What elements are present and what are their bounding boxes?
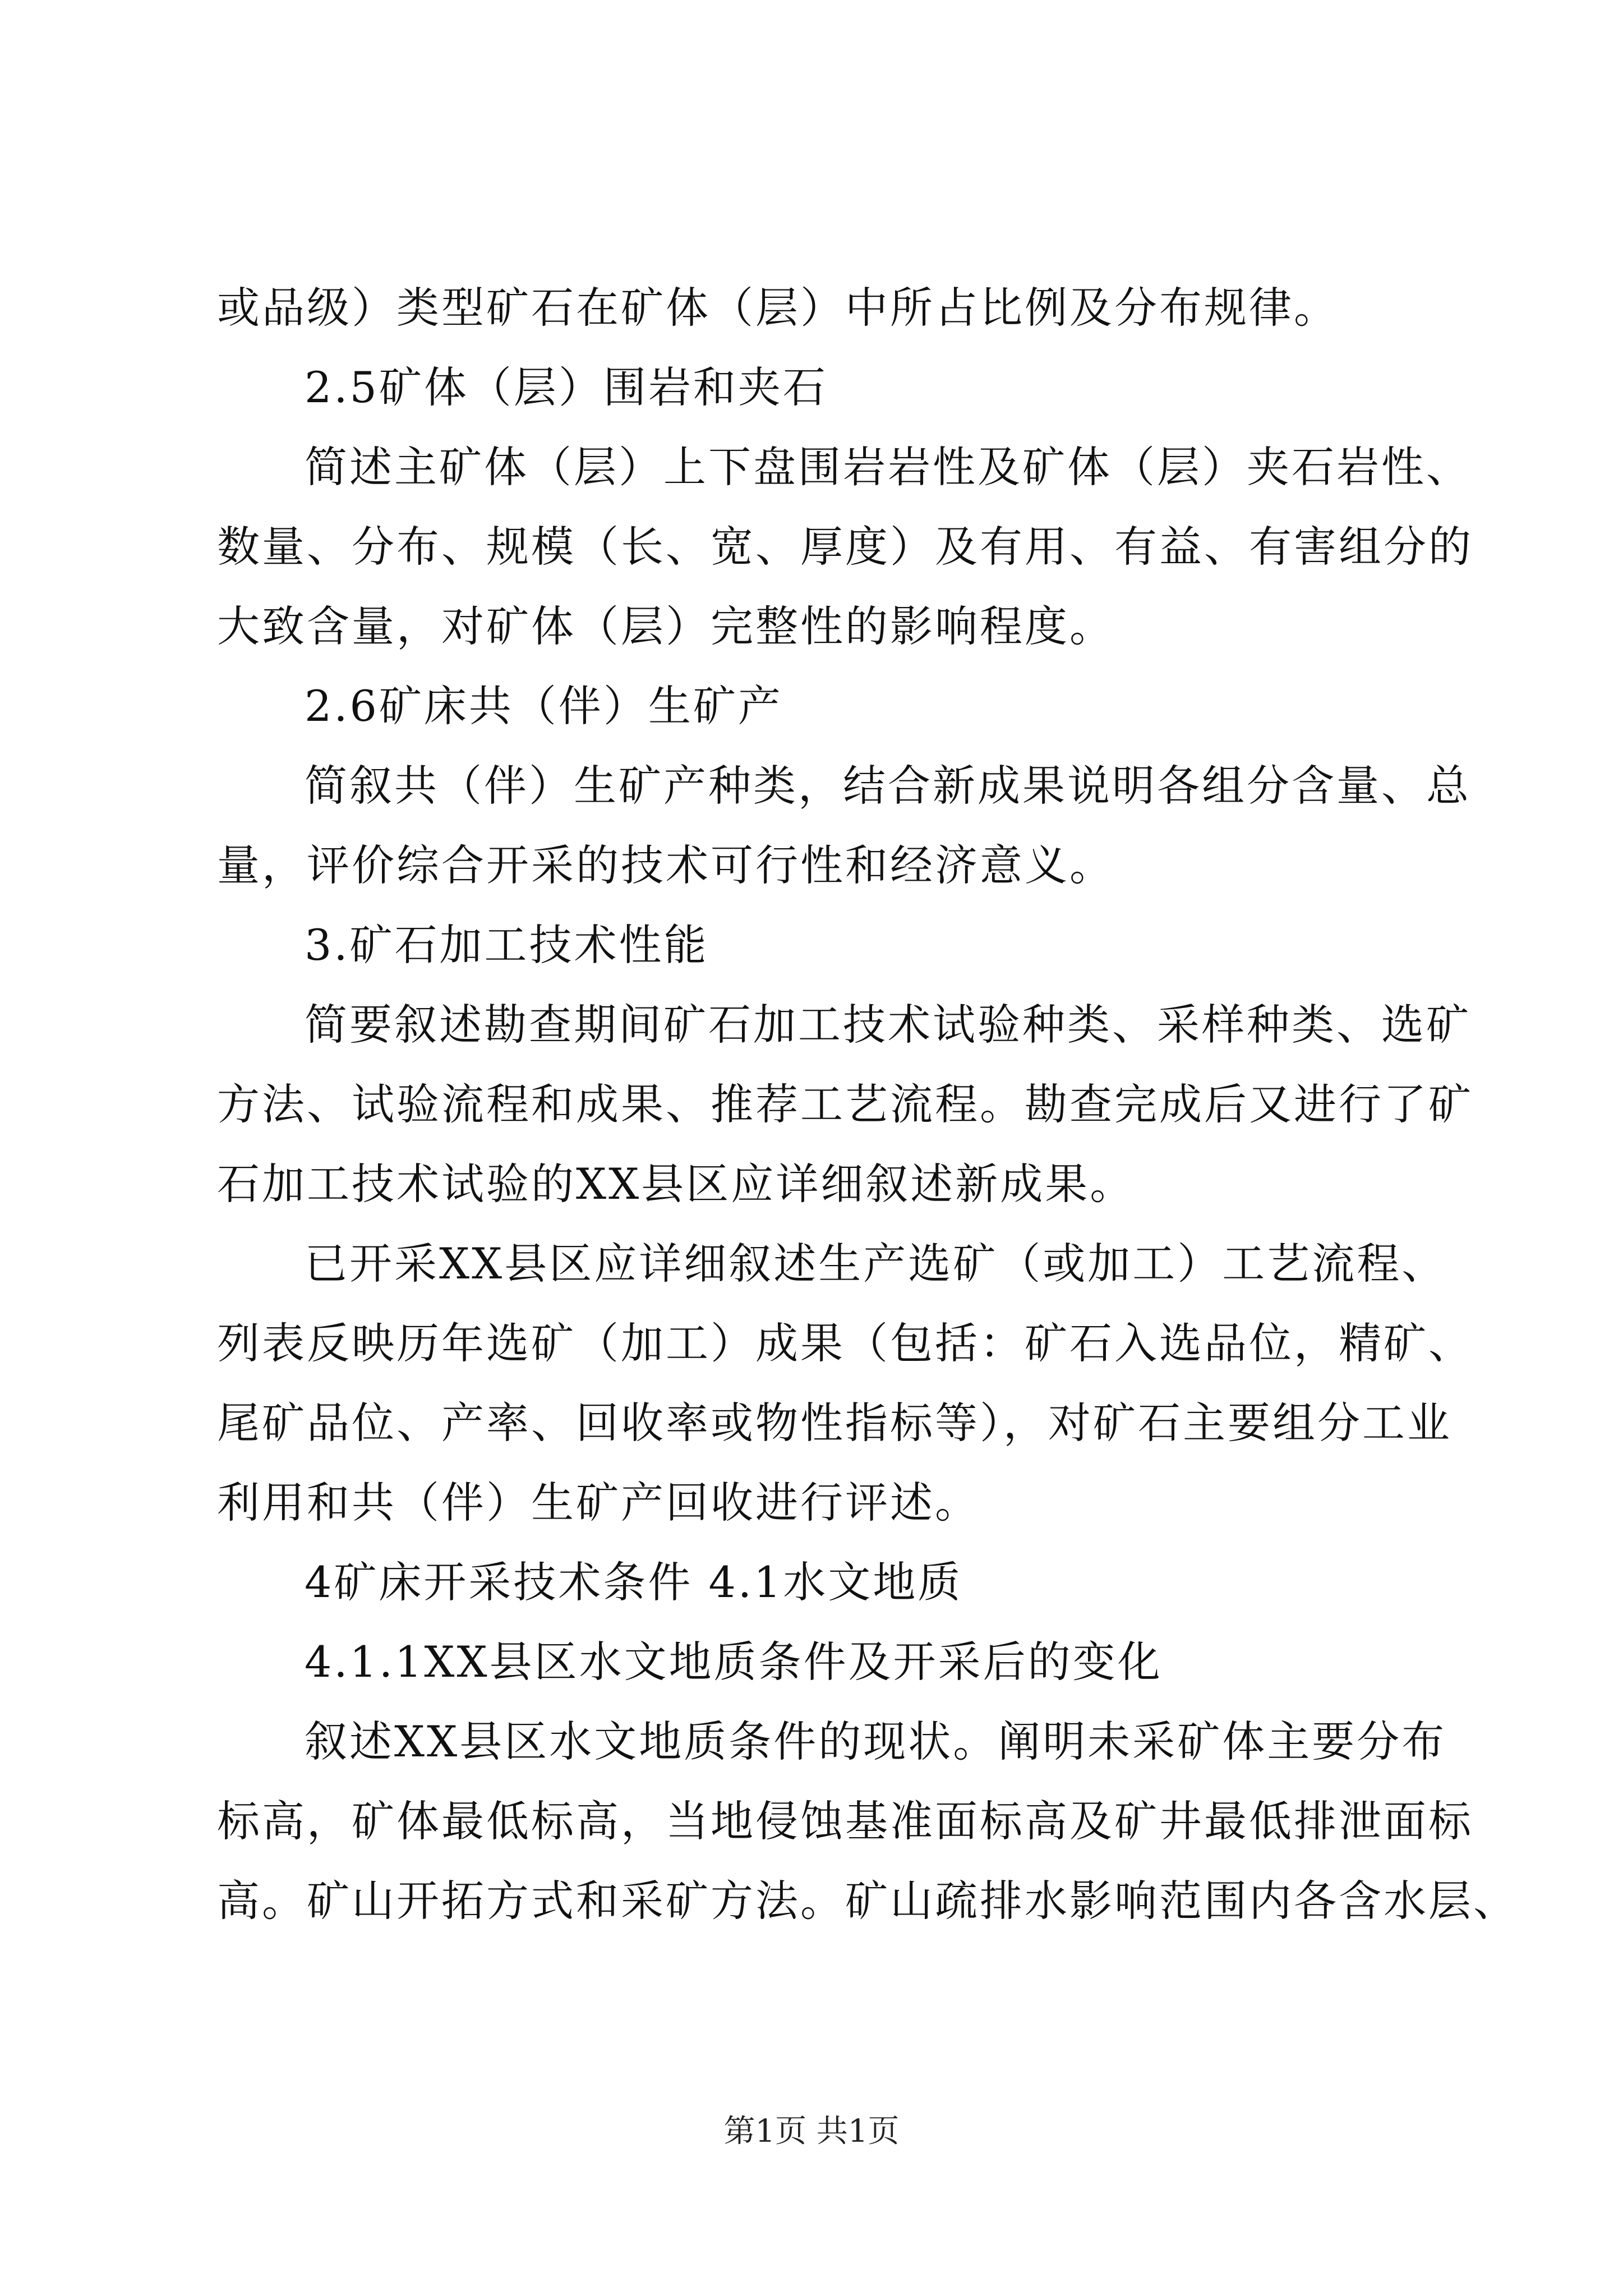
text-line: 数量、分布、规模（长、宽、厚度）及有用、有益、有害组分的: [217, 522, 1473, 572]
text-line: 或品级）类型矿石在矿体（层）中所占比例及分布规律。: [217, 283, 1339, 333]
text-line: 列表反映历年选矿（加工）成果（包括：矿石入选品位，精矿、: [217, 1318, 1473, 1368]
text-line: 标高，矿体最低标高，当地侵蚀基准面标高及矿井最低排泄面标: [217, 1796, 1473, 1846]
section-heading-4: 4矿床开采技术条件 4.1水文地质: [305, 1557, 963, 1607]
page-footer: 第1页 共1页: [723, 2113, 900, 2150]
text-line: 石加工技术试验的XX县区应详细叙述新成果。: [217, 1159, 1135, 1209]
text-line: 高。矿山开拓方式和采矿方法。矿山疏排水影响范围内各含水层、: [217, 1876, 1518, 1926]
text-line: 大致含量，对矿体（层）完整性的影响程度。: [217, 601, 1114, 651]
text-line: 尾矿品位、产率、回收率或物性指标等），对矿石主要组分工业: [217, 1398, 1452, 1448]
text-line: 方法、试验流程和成果、推荐工艺流程。勘查完成后又进行了矿: [217, 1079, 1473, 1129]
text-line: 简述主矿体（层）上下盘围岩岩性及矿体（层）夹石岩性、: [305, 442, 1471, 492]
section-heading-3: 3.矿石加工技术性能: [305, 920, 709, 970]
document-body: [217, 268, 1518, 1941]
text-line: 量，评价综合开采的技术可行性和经济意义。: [217, 840, 1114, 890]
text-line: 利用和共（伴）生矿产回收进行评述。: [217, 1478, 980, 1527]
text-line: 简叙共（伴）生矿产种类，结合新成果说明各组分含量、总: [305, 761, 1471, 811]
text-line: 叙述XX县区水文地质条件的现状。阐明未采矿体主要分布: [305, 1717, 1447, 1766]
text-line: 简要叙述勘查期间矿石加工技术试验种类、采样种类、选矿: [305, 1000, 1471, 1050]
section-heading-4-1-1: 4.1.1XX县区水文地质条件及开采后的变化: [305, 1637, 1163, 1687]
section-heading-2-6: 2.6矿床共（伴）生矿产: [305, 681, 783, 731]
section-heading-2-5: 2.5矿体（层）围岩和夹石: [305, 362, 828, 412]
text-line: 已开采XX县区应详细叙述生产选矿（或加工）工艺流程、: [305, 1239, 1447, 1289]
